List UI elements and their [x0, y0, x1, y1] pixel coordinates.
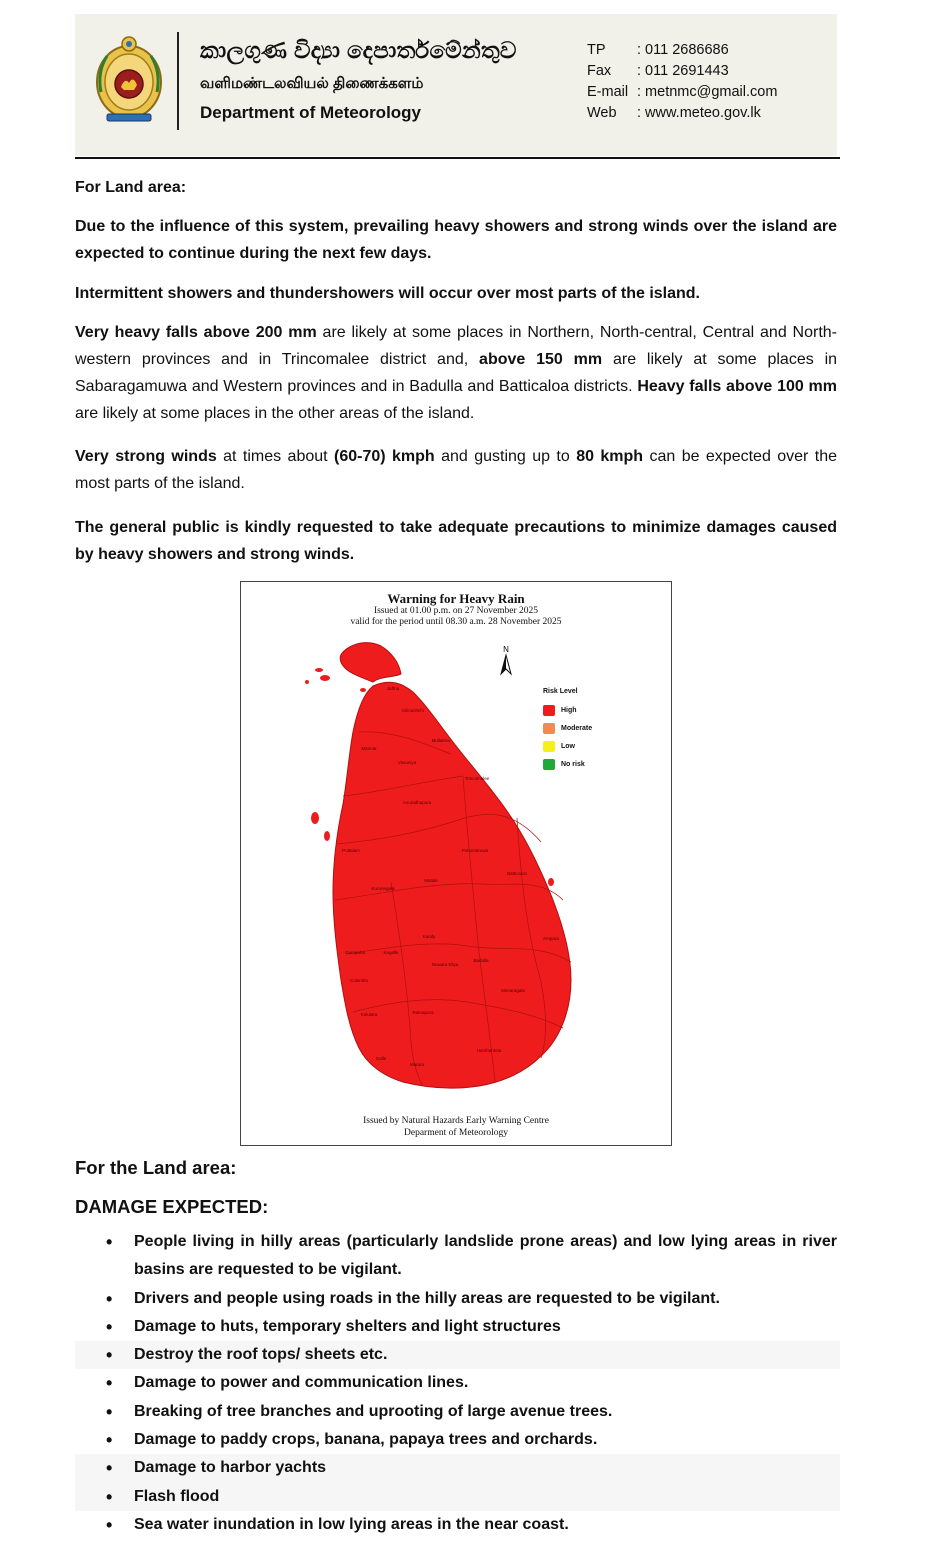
district-label: Gampaha: [345, 950, 365, 955]
district-label: Mannar: [361, 746, 377, 751]
rainfall-200mm-areas: are likely at some places in Northern, North-central, Central and North-western provinces and in Trincomalee district and,: [75, 324, 837, 368]
district-label: Trincomalee: [464, 776, 490, 781]
district-label: Kalutara: [360, 1012, 378, 1017]
paragraph-rainfall-amounts: [75, 319, 837, 427]
damage-item: • Damage to power and communication lines.: [75, 1369, 840, 1397]
map-footer-centre: Issued by Natural Hazards Early Warning Centre: [363, 1116, 549, 1126]
island-islet: [320, 675, 330, 681]
damage-expected-heading: DAMAGE EXPECTED:: [75, 1196, 269, 1217]
map-issued-time: Issued at 01.00 p.m. on 27 November 2025: [373, 606, 539, 616]
rainfall-200mm: Very heavy falls above 200 mm: [75, 324, 317, 341]
land-area-heading-2: For the Land area:: [75, 1157, 237, 1178]
district-label: Ratnapura: [412, 1010, 434, 1015]
paragraph-winds: [75, 443, 837, 497]
district-label: Colombo: [349, 978, 369, 983]
contact-label: E-mail: [587, 84, 629, 100]
contact-value: : 011 2691443: [637, 63, 729, 79]
map-footer: [241, 1115, 671, 1139]
damage-list: [75, 1228, 840, 1539]
district-label: Kegalle: [383, 950, 399, 955]
district-label: Kurunegala: [371, 886, 395, 891]
winds-strength: Very strong winds: [75, 448, 217, 465]
department-name-english: Department of Meteorology: [200, 103, 422, 122]
legend-label: No risk: [561, 760, 585, 768]
paragraph-system-influence: Due to the influence of this system, prevailing heavy showers and strong winds over the island are expected to continue during the next few days.: [75, 218, 837, 262]
map-title: Warning for Heavy Rain: [387, 591, 525, 606]
rainfall-150mm-areas: are likely at some places in Sabaragamuwa and Western provinces and in Badulla and Batticaloa districts.: [75, 351, 838, 395]
island-islet: [305, 680, 309, 684]
rainfall-150mm: above 150 mm: [479, 351, 603, 368]
island-islet: [311, 812, 319, 824]
damage-item: • Breaking of tree branches and uprooting of large avenue trees.: [75, 1398, 840, 1426]
map-footer-department: Deparment of Meteorology: [404, 1128, 508, 1138]
damage-item: • Drivers and people using roads in the hilly areas are requested to be vigilant.: [75, 1285, 840, 1313]
damage-item: • Damage to harbor yachts: [75, 1454, 840, 1482]
letterhead-rule: [75, 157, 840, 159]
district-label: Anuradhapura: [402, 800, 432, 805]
legend-label: Low: [561, 742, 575, 750]
damage-item: • People living in hilly areas (particularly landslide prone areas) and low lying areas in river basins are requested to be vigilant.: [75, 1228, 840, 1285]
legend-label: High: [561, 706, 577, 714]
paragraph-public-request: The general public is kindly requested to take adequate precautions to minimize damages caused by heavy showers and strong winds.: [75, 519, 837, 563]
rainfall-100mm: Heavy falls above 100 mm: [637, 378, 837, 395]
winds-text: and gusting up to: [434, 448, 577, 465]
island-islet: [360, 688, 366, 692]
paragraph-intermittent-showers: Intermittent showers and thundershowers will occur over most parts of the island.: [75, 285, 700, 302]
contact-label: Fax: [587, 63, 612, 79]
damage-item: • Damage to huts, temporary shelters and light structures: [75, 1313, 840, 1341]
district-label: Hambantota: [476, 1048, 502, 1053]
damage-item: • Damage to paddy crops, banana, papaya trees and orchards.: [75, 1426, 840, 1454]
contact-value: : www.meteo.gov.lk: [637, 105, 761, 121]
island-islet: [324, 831, 330, 841]
contact-fax: [587, 61, 777, 82]
letterhead-divider: [177, 32, 179, 130]
contact-web: [587, 103, 777, 124]
sri-lanka-map: [241, 582, 671, 1145]
contact-details: [587, 40, 777, 124]
island-islet: [315, 668, 323, 672]
heavy-rain-warning-map: [240, 581, 672, 1146]
winds-speed: (60-70) kmph: [334, 448, 435, 465]
damage-item: • Destroy the roof tops/ sheets etc.: [75, 1341, 840, 1369]
district-label: Ampara: [543, 936, 559, 941]
department-name-sinhala: කාලගුණ විද්‍යා දෙපාර්තමේන්තුව: [200, 37, 517, 63]
damage-item: • Flash flood: [75, 1483, 840, 1511]
contact-value: : metnmc@gmail.com: [637, 84, 778, 100]
department-name-tamil: வளிமண்டலவியல் திணைக்களம்: [200, 75, 424, 92]
north-label: N: [503, 645, 509, 654]
island-islet: [548, 878, 554, 886]
contact-phone: [587, 40, 777, 61]
district-label: Batticaloa: [507, 871, 527, 876]
district-label: Vavuniya: [397, 760, 417, 765]
rainfall-100mm-areas: are likely at some places in the other areas of the island.: [75, 405, 475, 422]
district-label: Kilinochchi: [402, 708, 424, 713]
damage-item: • Sea water inundation in low lying areas in the near coast.: [75, 1511, 840, 1539]
district-label: Matara: [409, 1062, 425, 1067]
map-valid-period: valid for the period until 08.30 a.m. 28 November 2025: [350, 617, 562, 627]
winds-text: at times about: [216, 448, 335, 465]
district-label: Nuwara Eliya: [431, 962, 459, 967]
district-label: Matale: [424, 878, 438, 883]
legend-label: Moderate: [561, 724, 593, 732]
district-label: Mullaitivu: [431, 738, 451, 743]
letterhead: [75, 14, 837, 156]
contact-value: : 011 2686686: [637, 42, 729, 58]
district-label: Galle: [375, 1056, 387, 1061]
district-label: Polonnaruwa: [461, 848, 489, 853]
contact-label: Web: [587, 105, 617, 121]
winds-gust: 80 kmph: [576, 448, 644, 465]
legend-title: Risk Level: [543, 688, 578, 695]
district-label: Badulla: [473, 958, 489, 963]
contact-label: TP: [587, 42, 606, 58]
national-emblem-icon: [93, 32, 165, 124]
district-label: Monaragala: [501, 988, 525, 993]
island-mainland: [333, 682, 571, 1088]
winds-text: can be expected over the most parts of the island.: [75, 448, 838, 492]
land-area-heading: For Land area:: [75, 179, 187, 196]
district-label: Puttalam: [342, 848, 360, 853]
district-label: Jaffna: [386, 686, 400, 691]
district-label: Kandy: [422, 934, 436, 939]
contact-email: [587, 82, 777, 103]
jaffna-peninsula: [340, 643, 401, 682]
